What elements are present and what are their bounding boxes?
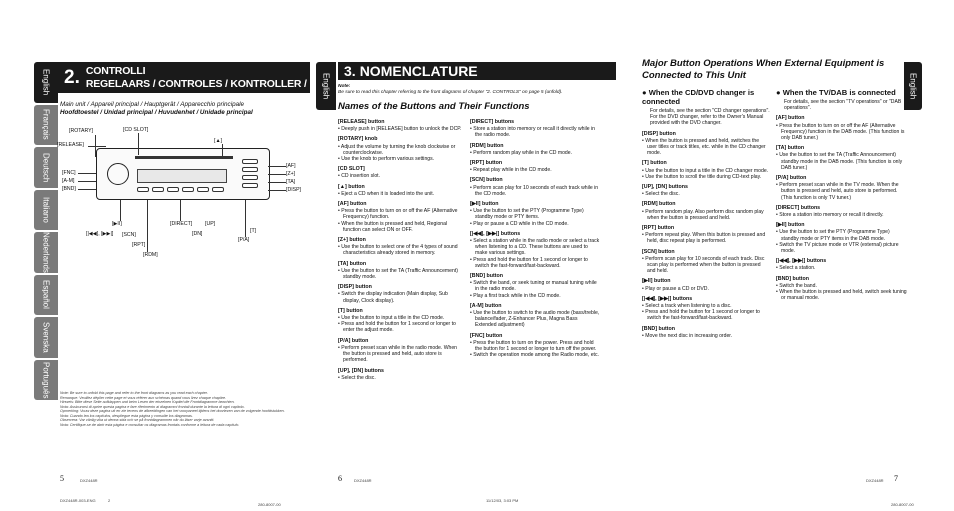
language-tab bbox=[34, 190, 58, 231]
label-direct: [DIRECT] bbox=[170, 221, 193, 227]
description-bullet: • Select a track when listening to a disc. bbox=[642, 303, 770, 309]
button-description bbox=[776, 175, 908, 201]
button-description bbox=[470, 201, 600, 227]
button-name: [▶II] button bbox=[776, 222, 805, 229]
display-panel bbox=[137, 169, 227, 183]
preset-button bbox=[167, 187, 179, 192]
button-name: [UP], [DN] buttons bbox=[338, 367, 384, 374]
button-name: [BND] button bbox=[470, 273, 503, 280]
language-tab bbox=[34, 317, 58, 358]
cd-dvd-items bbox=[642, 131, 770, 339]
button-description bbox=[776, 115, 908, 141]
button-description bbox=[642, 131, 770, 157]
language-tab bbox=[34, 105, 58, 146]
button-description bbox=[642, 296, 770, 322]
button-name: [BND] button bbox=[642, 325, 675, 332]
description-bullet: • Play or pause a CD or DVD. bbox=[642, 286, 770, 292]
description-bullet: • Select a station. bbox=[776, 265, 908, 271]
button-description bbox=[338, 136, 462, 162]
button-name: [|◀◀], [▶▶|] buttons bbox=[642, 295, 693, 302]
note bbox=[338, 84, 618, 96]
button-name: [ROTARY] knob bbox=[338, 136, 378, 143]
button-name: [RELEASE] button bbox=[338, 119, 385, 125]
label-a-m: [A-M] bbox=[62, 178, 75, 184]
button-description bbox=[776, 276, 908, 302]
description-bullet: • Perform preset scan while in the radio mode. When the button is pressed and held, auto store is performed. bbox=[338, 345, 462, 364]
button-name: [DISP] button bbox=[338, 284, 372, 291]
language-tab bbox=[34, 275, 58, 316]
description-bullet: • Store a station into memory or recall it directly while in the radio mode. bbox=[470, 126, 600, 138]
description-bullet: • Switch the TV picture mode or VTR (external) picture mode. bbox=[776, 242, 908, 254]
button-description bbox=[470, 177, 600, 197]
button-description bbox=[338, 368, 462, 381]
tv-dab-column bbox=[776, 88, 908, 305]
footnote: Opmerking: Vouw deze pagina uit en zie tevens de afbeeldingen van het voorpaneel tijdens het doorlezen van de volgende hoofdstukken. bbox=[60, 409, 285, 413]
footnote: Hinweis: Bitte diese Seite aufklappen und beim Lesen der einzelnen Kapitel die Frontdiagramme beachten. bbox=[60, 400, 235, 404]
footnote: Nota: Assicurarsi di aprire questa pagina e fare riferimento ai diagrammi frontali durante la lettura di ogni capitolo. bbox=[60, 404, 245, 409]
description-bullet: • CD insertion slot. bbox=[338, 173, 462, 179]
english-tab-label: English bbox=[321, 72, 331, 100]
description-bullet: • Use the button to set the PTY (Programme Type) standby mode or PTY items. bbox=[470, 208, 600, 220]
language-tab-label: Deutsch bbox=[41, 152, 51, 182]
description-bullet: • Select the disc. bbox=[642, 191, 770, 197]
button-description bbox=[642, 184, 770, 197]
button-description bbox=[776, 145, 908, 171]
description-bullet: • Repeat play while in the CD mode. bbox=[470, 167, 600, 173]
page-5 bbox=[0, 0, 318, 511]
description-bullet: • Adjust the volume by turning the knob clockwise or counterclockwise. bbox=[338, 144, 462, 156]
button-description bbox=[642, 249, 770, 275]
language-tab-label: Português bbox=[41, 361, 51, 398]
description-bullet: • Use the button to select one of the 4 types of sound characteristics already stored in memory. bbox=[338, 244, 462, 256]
button-name: [RDM] button bbox=[642, 201, 676, 208]
description-bullet: • Press the button to turn on or off the AF (Alternative Frequency) function. bbox=[338, 208, 462, 220]
button-name: [AF] button bbox=[776, 115, 805, 122]
button-name: [TA] button bbox=[338, 260, 367, 267]
button-description bbox=[776, 222, 908, 254]
button-description bbox=[642, 160, 770, 180]
label-t: [T] bbox=[250, 228, 257, 234]
button-description bbox=[470, 231, 600, 269]
description-bullet: • Perform repeat play. When this button is pressed and held, disc repeat play is performed. bbox=[642, 232, 770, 244]
label-af: [AF] bbox=[286, 163, 296, 169]
button-name: [P/A] button bbox=[338, 337, 369, 344]
button-name: [▶II] button bbox=[470, 201, 499, 208]
description-bullet: • When the button is pressed and held, Regional function can select ON or OFF. bbox=[338, 221, 462, 233]
label-rotary: [ROTARY] bbox=[69, 128, 94, 134]
caption-line-2: Hoofdtoestel / Unidad principal / Huvudenhet / Unidade principal bbox=[60, 109, 253, 116]
description-bullet: • Use the button to switch to the audio mode (bass/treble, balance/fader, Z-Enhancer Plus, Magna Bass Extended adjustment) bbox=[470, 310, 600, 329]
cd-dvd-note: For details, see the section "CD changer operations". For the DVD changer, refer to the Owner's Manual provided with the DVD changer. bbox=[650, 108, 770, 127]
label-up: [UP] bbox=[205, 221, 216, 227]
footnotes bbox=[60, 391, 310, 427]
part-code: 280-8007-00 bbox=[258, 502, 281, 507]
label-rdm: [RDM] bbox=[143, 252, 158, 258]
file-code: DXZ448R-003-ENG bbox=[60, 498, 96, 503]
label-fnc: [FNC] bbox=[62, 170, 76, 176]
button-name: [P/A] button bbox=[776, 175, 807, 182]
button-description bbox=[338, 184, 462, 197]
button-description bbox=[470, 119, 600, 139]
description-bullet: • Select a station while in the radio mode or select a track when listening to a CD. These buttons are used to make various settings. bbox=[470, 238, 600, 257]
description-bullet: • When the button is pressed and held, switch seek tuning or manual mode. bbox=[776, 289, 908, 301]
main-unit-diagram bbox=[96, 148, 270, 200]
language-tab bbox=[34, 360, 58, 401]
page-number: 6 bbox=[338, 474, 342, 483]
button-name: [FNC] button bbox=[470, 332, 503, 339]
page-6 bbox=[318, 0, 636, 511]
label-skip: [|◀◀], [▶▶|] bbox=[86, 231, 114, 237]
description-bullet: • Press and hold the button for 1 second or longer to switch the fast-forward/fast-backward. bbox=[642, 309, 770, 321]
button-name: [DIRECT] buttons bbox=[470, 119, 515, 125]
button-description bbox=[470, 333, 600, 359]
footnote: Nota: Cuando lea los capítulos, despliegue esta página y consulte los diagramas. bbox=[60, 413, 193, 418]
english-tab-label: English bbox=[908, 72, 918, 100]
description-bullet: • Perform random play. Also perform disc random play when the button is pressed and held. bbox=[642, 209, 770, 221]
controls-title bbox=[86, 52, 310, 104]
label-disp: [DISP] bbox=[286, 187, 301, 193]
language-tab-label: Español bbox=[41, 280, 51, 310]
page-7 bbox=[636, 0, 954, 511]
button-description bbox=[338, 119, 462, 132]
button-description bbox=[642, 201, 770, 221]
label-eject: [▲] bbox=[214, 138, 223, 144]
button-description bbox=[776, 258, 908, 271]
language-tab-label: Svenska bbox=[41, 321, 51, 353]
description-bullet: • Play or pause a CD while in the CD mode. bbox=[470, 221, 600, 227]
side-button bbox=[242, 159, 258, 164]
button-name: [AF] button bbox=[338, 201, 367, 208]
model-code: DXZ448R bbox=[866, 478, 884, 483]
description-bullet: • Press and hold the button for 1 second or longer to switch the fast-forward/fast-backward. bbox=[470, 257, 600, 269]
caption-line-1: Main unit / Appareil principal / Hauptgerät / Apparecchio principale bbox=[60, 101, 244, 108]
description-bullet: • Press the button to turn on or off the AF (Alternative Frequency) function in the DAB mode. (This function is only DAB tuner.) bbox=[776, 123, 908, 142]
button-description bbox=[776, 205, 908, 218]
english-tab bbox=[316, 62, 336, 110]
controls-title-bar bbox=[58, 51, 310, 103]
button-description bbox=[338, 284, 462, 304]
footnote: Observera: Var vänlig vika ut denna sida och se på frontdiagrammen när du läser varje avsnitt. bbox=[60, 418, 215, 422]
footnote: Remarque: Veuillez déplier cette page et vous référer aux schémas quand vous lirez chaque chapitre. bbox=[60, 395, 227, 400]
button-name: [A-M] button bbox=[470, 302, 502, 309]
description-bullet: • Perform random play while in the CD mode. bbox=[470, 150, 600, 156]
language-tab bbox=[34, 232, 58, 273]
button-name: [RPT] button bbox=[642, 225, 675, 232]
language-tabs bbox=[34, 62, 58, 402]
button-description bbox=[470, 160, 600, 173]
cd-dvd-heading: ● When the CD/DVD changer is connected bbox=[642, 88, 770, 106]
rotary-knob bbox=[107, 163, 129, 185]
description-bullet: • Use the button to set the PTY (Programme Type) standby mode or PTY items in the DAB mode. bbox=[776, 229, 908, 241]
cd-slot bbox=[135, 156, 233, 159]
description-bullet: • Deeply push in [RELEASE] button to unlock the DCP. bbox=[338, 126, 462, 132]
label-release: [RELEASE] bbox=[57, 142, 84, 148]
description-bullet: • Switch the band, or seek tuning or manual tuning while in the radio mode. bbox=[470, 280, 600, 292]
button-name: [DISP] button bbox=[642, 130, 676, 137]
section-number: 2. bbox=[64, 66, 80, 88]
button-name: [UP], [DN] buttons bbox=[642, 184, 688, 191]
column-2 bbox=[470, 119, 600, 363]
description-bullet: • Use the button to scroll the title during CD-text play. bbox=[642, 174, 770, 180]
label-ta: [TA] bbox=[286, 179, 296, 185]
description-bullet: • Select the disc. bbox=[338, 375, 462, 381]
main-unit-caption bbox=[60, 101, 253, 117]
description-bullet: • Perform preset scan while in the TV mode. When the button is pressed and held, auto store is performed. (This function is only TV tuner.) bbox=[776, 182, 908, 201]
nomenclature-title: NOMENCLATURE bbox=[359, 63, 478, 79]
button-description bbox=[338, 338, 462, 364]
button-name: [SCN] button bbox=[470, 177, 503, 184]
label-dn: [DN] bbox=[192, 231, 203, 237]
button-description bbox=[642, 326, 770, 339]
label-pa: [P/A] bbox=[238, 237, 250, 243]
button-name: [RPT] button bbox=[470, 160, 503, 167]
description-bullet: • When the button is pressed and held, switches the user titles or track titles, etc. while in the CD changer mode. bbox=[642, 138, 770, 157]
button-name: [Z+] button bbox=[338, 237, 366, 244]
preset-button bbox=[212, 187, 224, 192]
description-bullet: • Press the button to turn on the power. Press and hold the button for 1 second or longer to turn off the power. bbox=[470, 340, 600, 352]
description-bullet: • Eject a CD when it is loaded into the unit. bbox=[338, 191, 462, 197]
preset-button bbox=[137, 187, 149, 192]
section-heading: Names of the Buttons and Their Functions bbox=[338, 101, 530, 112]
language-tab-label: Français bbox=[41, 109, 51, 141]
footnote: Nota: Certifique-se de abrir esta página e consultar os diagramas frontais conforme a leitura de cada capítulo. bbox=[60, 422, 240, 427]
cd-dvd-column bbox=[642, 88, 770, 343]
language-tab-label: Italiano bbox=[41, 196, 51, 223]
model-code: DXZ448R bbox=[80, 478, 98, 483]
button-name: [CD SLOT] bbox=[338, 166, 365, 173]
button-name: [▲] button bbox=[338, 183, 365, 190]
major-ops-title: Major Button Operations When External Equipment is Connected to This Unit bbox=[642, 58, 885, 81]
button-name: [BND] button bbox=[776, 275, 809, 282]
side-button bbox=[242, 175, 258, 180]
button-description bbox=[338, 201, 462, 233]
description-bullet: • Use the knob to perform various settings. bbox=[338, 156, 462, 162]
button-name: [DIRECT] buttons bbox=[776, 204, 821, 211]
note-body: Be sure to read this chapter referring to the front diagrams of chapter "2. CONTROLS" on page 5 (unfold). bbox=[338, 90, 563, 95]
language-tab-label: Nederlands bbox=[41, 231, 51, 273]
tv-dab-items bbox=[776, 115, 908, 301]
button-name: [T] button bbox=[338, 307, 363, 314]
button-description bbox=[642, 225, 770, 245]
label-scn: [SCN] bbox=[122, 232, 136, 238]
description-bullet: • Switch the display indication (Main display, Sub display, Clock display). bbox=[338, 291, 462, 303]
language-tab-label: English bbox=[41, 69, 51, 96]
label-cd-slot: [CD SLOT] bbox=[123, 127, 149, 133]
page-number: 7 bbox=[894, 474, 898, 483]
description-bullet: • Play a first track while in the CD mode. bbox=[470, 293, 600, 299]
button-description bbox=[338, 166, 462, 179]
description-bullet: • Perform scan play for 10 seconds of each track. Disc scan play is performed when the button is pressed and held. bbox=[642, 256, 770, 275]
preset-button bbox=[197, 187, 209, 192]
tv-dab-note: For details, see the section "TV operations" or "DAB operations". bbox=[784, 99, 902, 112]
button-description bbox=[470, 143, 600, 156]
description-bullet: • Use the button to set the TA (Traffic Announcement) standby mode in the DAB mode. (This function is only DAB tuner.) bbox=[776, 152, 908, 171]
button-description bbox=[338, 308, 462, 334]
side-button bbox=[242, 167, 258, 172]
page-number: 5 bbox=[60, 474, 64, 483]
description-bullet: • Use the button to input a title in the CD mode. bbox=[338, 315, 462, 321]
column-1 bbox=[338, 119, 462, 385]
footnote: Note: Be sure to unfold this page and refer to the front diagrams as you read each chapter. bbox=[60, 391, 208, 395]
description-bullet: • Switch the band. bbox=[776, 283, 908, 289]
button-name: [|◀◀], [▶▶|] buttons bbox=[776, 258, 827, 265]
description-bullet: • Use the button to set the TA (Traffic Announcement) standby mode. bbox=[338, 268, 462, 280]
label-bnd: [BND] bbox=[62, 186, 76, 192]
description-bullet: • Store a station into memory or recall it directly. bbox=[776, 212, 908, 218]
button-name: [▶II] button bbox=[642, 278, 671, 285]
model-code: DXZ448R bbox=[354, 478, 372, 483]
label-play-pause: [▶II] bbox=[112, 221, 122, 227]
side-button bbox=[242, 183, 258, 188]
button-name: [T] button bbox=[642, 160, 667, 167]
note-head: Note: bbox=[338, 84, 351, 89]
title-line-1: CONTROLS / LES COMMANDES / REGLER / CONTROLLI bbox=[85, 51, 299, 77]
button-name: [TA] button bbox=[776, 145, 805, 152]
sheet-number: 2 bbox=[108, 498, 111, 503]
label-rpt: [RPT] bbox=[132, 242, 146, 248]
description-bullet: • Move the next disc in increasing order. bbox=[642, 333, 770, 339]
preset-button bbox=[182, 187, 194, 192]
button-name: [|◀◀], [▶▶|] buttons bbox=[470, 230, 521, 237]
language-tab bbox=[34, 147, 58, 188]
nomenclature-title-bar bbox=[338, 62, 616, 80]
button-description bbox=[642, 278, 770, 291]
description-bullet: • Use the button to input a title in the CD changer mode. bbox=[642, 168, 770, 174]
button-name: [SCN] button bbox=[642, 248, 675, 255]
button-name: [RDM] button bbox=[470, 142, 504, 149]
label-z-plus: [Z+] bbox=[286, 171, 296, 177]
language-tab bbox=[34, 62, 58, 103]
button-description bbox=[338, 237, 462, 257]
button-description bbox=[338, 261, 462, 281]
part-code: 280-8007-00 bbox=[891, 502, 914, 507]
date-stamp: 11/12/03, 3:03 PM bbox=[486, 498, 519, 503]
description-bullet: • Press and hold the button for 1 second or longer to enter the adjust mode. bbox=[338, 321, 462, 333]
button-description bbox=[470, 273, 600, 299]
title-line-2: REGELAARS / CONTROLES / KONTROLLER / CONTROLOS bbox=[85, 77, 307, 103]
preset-button bbox=[152, 187, 164, 192]
button-description bbox=[470, 303, 600, 329]
description-bullet: • Perform scan play for 10 seconds of each track while in the CD mode. bbox=[470, 185, 600, 197]
tv-dab-heading: ● When the TV/DAB is connected bbox=[776, 88, 908, 97]
description-bullet: • Switch the operation mode among the Radio mode, etc. bbox=[470, 352, 600, 358]
section-number: 3. bbox=[344, 63, 356, 79]
